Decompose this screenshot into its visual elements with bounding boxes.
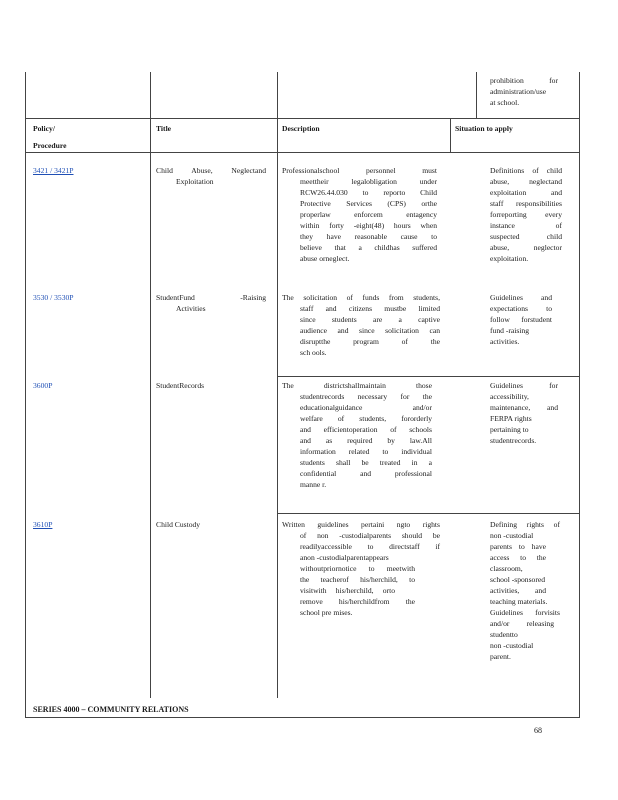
row-situation [490,519,560,662]
situation-line: non -custodial [490,641,534,650]
situation-line: exploitation and [490,188,562,197]
title-line: StudentFund -Raising [156,293,266,302]
description-line: staff and citizens mustbe limited [300,304,440,313]
description-line: information related to individual [300,447,432,456]
situation-line: and/or releasing [490,619,554,628]
description-line: Written guidelines pertaini ngto rights [282,520,440,529]
situation-line: Definitions of child [490,166,562,175]
row-description [282,519,440,618]
situation-line: suspected child [490,232,562,241]
description-line: of non -custodialparents should be [300,531,440,540]
description-line: and efficientoperation of schools [300,425,432,434]
row-title [156,292,266,314]
situation-line: studentrecords. [490,436,537,445]
situation-line: parent. [490,652,511,661]
situation-line: access to the [490,553,546,562]
situation-line: Guidelines forvisits [490,608,560,617]
situation-line: parents to have [490,542,546,551]
description-line: The districtshallmaintain those [282,381,432,390]
situation-line: Guidelines for [490,381,558,390]
title-line: StudentRecords [156,381,205,390]
continued-situation-text [490,75,558,108]
policy-link-3530[interactable]: 3530 / 3530P [33,293,74,302]
description-line: Protective Services (CPS) orthe [300,199,437,208]
policy-link-3600[interactable]: 3600P [33,381,53,390]
situation-line: prohibition for [490,76,558,85]
row-divider [277,513,580,514]
description-line: readilyaccessible to directstaff if [300,542,440,551]
situation-line: instance of [490,221,562,230]
row-description [282,292,440,358]
situation-line: classroom, [490,564,523,573]
description-line: anon -custodialparentappears [300,553,389,562]
description-line: they have reasonable cause to [300,232,437,241]
description-line: within forty -eight(48) hours when [300,221,437,230]
situation-line: FERPA rights [490,414,532,423]
situation-line: abuse, neglector [490,243,562,252]
description-line: students shall be treated in a [300,458,432,467]
description-line: manne r. [300,480,327,489]
description-line: studentrecords necessary for the [300,392,432,401]
description-line: visitwith his/herchild, orto [300,586,395,595]
row-situation [490,165,562,264]
column-divider [476,72,477,118]
description-line: since students are a captive [300,315,440,324]
title-line: Activities [176,304,206,313]
title-line: Child Custody [156,520,201,529]
situation-line: activities. [490,337,520,346]
description-line: sch ools. [300,348,327,357]
situation-line: follow forstudent [490,315,552,324]
title-line: Exploitation [176,177,214,186]
description-line: welfare of students, fororderly [300,414,432,423]
situation-line: exploitation. [490,254,529,263]
header-policy [33,120,66,154]
situation-line: pertaining to [490,425,529,434]
situation-line: abuse, neglectand [490,177,562,186]
situation-line: maintenance, and [490,403,558,412]
situation-line: non -custodial [490,531,534,540]
column-divider [277,72,278,698]
situation-line: staff responsibilities [490,199,562,208]
header-description: Description [282,124,320,133]
policy-link-3610[interactable]: 3610P [33,520,53,529]
description-line: believe that a childhas suffered [300,243,437,252]
description-line: RCW26.44.030 to reporto Child [300,188,437,197]
situation-line: expectations to [490,304,552,313]
title-line: Child Abuse, Neglectand [156,166,266,175]
description-line: withoutpriornotice to meetwith [300,564,415,573]
description-line: the teacherof his/herchild, to [300,575,415,584]
header-situation: Situation to apply [455,124,513,133]
row-divider [25,152,580,153]
row-divider [25,118,580,119]
series-heading: SERIES 4000 – COMMUNITY RELATIONS [33,705,189,714]
situation-line: Defining rights of [490,520,560,529]
situation-line: administration/use [490,87,547,96]
row-divider [277,376,580,377]
description-line: audience and since solicitation can [300,326,440,335]
description-line: meettheir legalobligation under [300,177,437,186]
row-situation [490,380,558,446]
description-line: Professionalschool personnel must [282,166,437,175]
header-policy-label: Policy/ [33,124,55,133]
row-description [282,380,432,490]
description-line: educationalguidance and/or [300,403,432,412]
policy-link-3421[interactable]: 3421 / 3421P [33,166,74,175]
situation-line: Guidelines and [490,293,552,302]
description-line: confidential and professional [300,469,432,478]
page-number: 68 [534,726,542,735]
situation-line: teaching materials. [490,597,548,606]
description-line: disruptthe program of the [300,337,440,346]
description-line: The solicitation of funds from students, [282,293,440,302]
column-divider [450,118,451,152]
row-situation [490,292,552,347]
row-title [156,519,200,530]
situation-line: at school. [490,98,520,107]
header-title: Title [156,124,172,133]
situation-line: accessibility, [490,392,529,401]
row-title [156,380,204,391]
description-line: school pre mises. [300,608,353,617]
row-title [156,165,266,187]
situation-line: fund -raising [490,326,530,335]
situation-line: activities, and [490,586,546,595]
situation-line: studentto [490,630,518,639]
description-line: and as required by law.All [300,436,432,445]
situation-line: school -sponsored [490,575,546,584]
description-line: properlaw enforcem entagency [300,210,437,219]
header-procedure-label: Procedure [33,141,67,150]
description-line: remove his/herchildfrom the [300,597,415,606]
column-divider [150,72,151,698]
description-line: abuse orneglect. [300,254,350,263]
row-description [282,165,437,264]
situation-line: forreporting every [490,210,562,219]
